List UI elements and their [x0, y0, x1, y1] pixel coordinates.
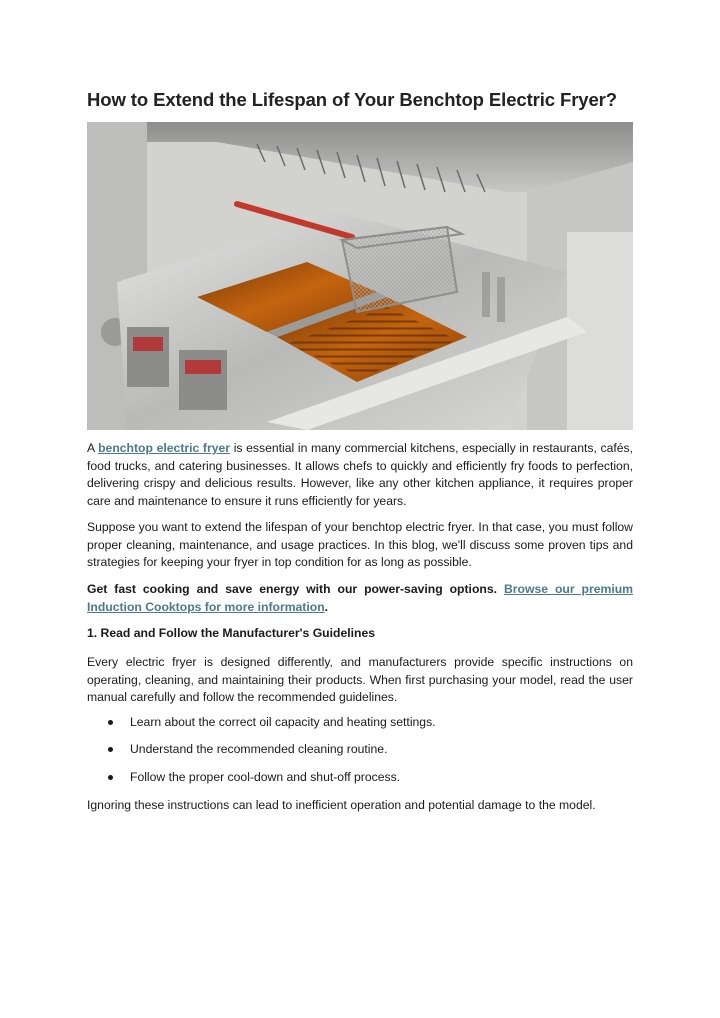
induction-cooktops-link[interactable]: Browse our premium Induction Cooktops for more information	[87, 582, 634, 614]
commercial-fryer-photo	[87, 122, 633, 430]
intro-paragraph	[87, 440, 633, 510]
hero-image	[87, 122, 633, 430]
list-item-text: Follow the proper cool-down and shut-off process.	[130, 769, 401, 784]
closing-paragraph: Ignoring these instructions can lead to inefficient operation and potential damage to the model.	[87, 798, 596, 812]
article-title: How to Extend the Lifespan of Your Benchtop Electric Fryer?	[87, 89, 617, 110]
intro-rest: is essential in many commercial kitchens, especially in restaurants, cafés, food trucks, and catering businesses. It allows chefs to quickly and efficiently fry foods to perfection, delivering crispy and delicious results. However, like any other kitchen appliance, it requires proper care and maintenance to ensure it runs efficiently for years.	[87, 441, 633, 508]
list-item	[87, 714, 633, 741]
bullet-icon	[108, 720, 113, 725]
list-item	[87, 741, 633, 768]
bullet-icon	[108, 775, 113, 780]
section-heading: 1. Read and Follow the Manufacturer's Guidelines	[87, 626, 376, 640]
list-item-text: Understand the recommended cleaning routine.	[130, 742, 388, 757]
benchtop-fryer-link[interactable]: benchtop electric fryer	[98, 441, 231, 455]
section-body: Every electric fryer is designed differently, and manufacturers provide specific instructions on operating, cleaning, and maintaining their products. When first purchasing your model, read the user manual carefully and follow the recommended guidelines.	[87, 655, 633, 704]
promo-paragraph	[87, 581, 633, 616]
promo-text: Get fast cooking and save energy with our power-saving options.	[87, 582, 504, 596]
list-item	[87, 769, 633, 796]
paragraph-2: Suppose you want to extend the lifespan of your benchtop electric fryer. In that case, you must follow proper cleaning, maintenance, and usage practices. In this blog, we'll discuss some proven tips and strategies for keeping your fryer in top condition for as long as possible.	[87, 520, 633, 569]
guideline-list	[87, 714, 633, 796]
bullet-icon	[108, 747, 113, 752]
intro-lead: A	[87, 441, 99, 455]
promo-end: .	[324, 599, 329, 614]
list-item-text: Learn about the correct oil capacity and heating settings.	[130, 715, 436, 729]
